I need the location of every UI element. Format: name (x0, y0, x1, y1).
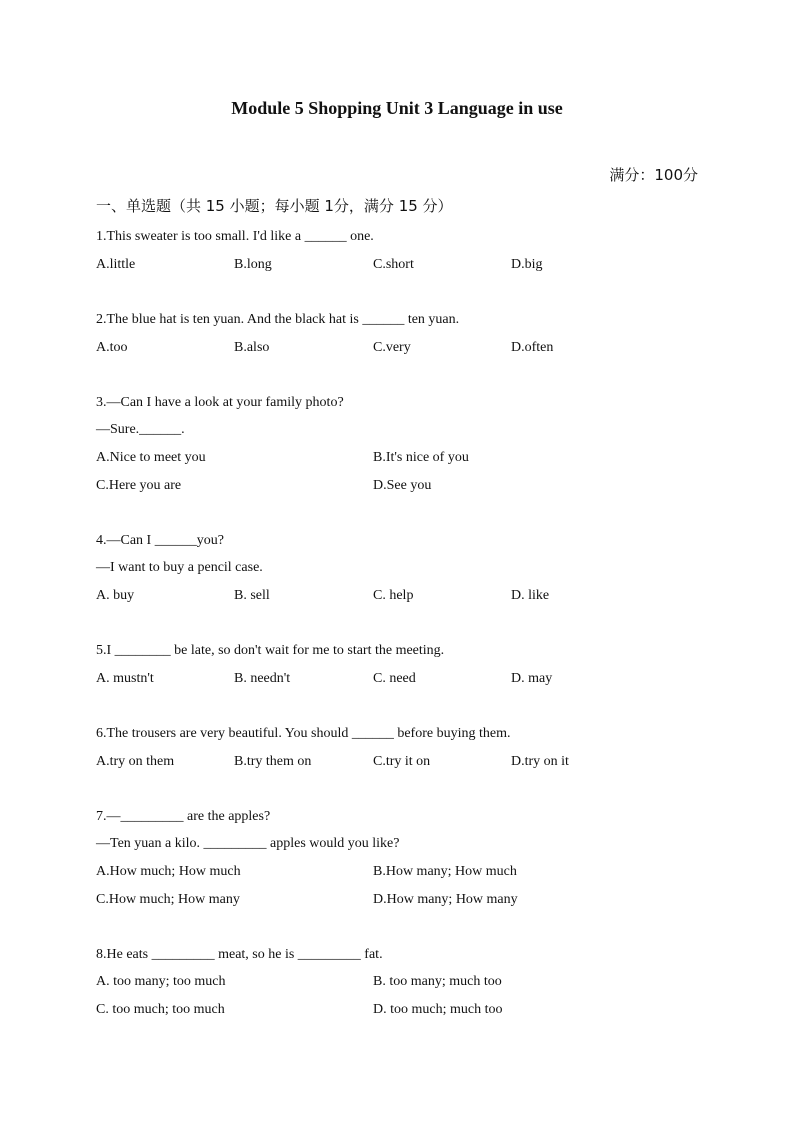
question-6-option-b: B.try them on (234, 754, 312, 769)
question-8-stem: 8.He eats _________ meat, so he is _________ fat. (96, 947, 383, 962)
question-2-stem: 2.The blue hat is ten yuan. And the black hat is ______ ten yuan. (96, 312, 460, 327)
question-4-stem: 4.—Can I ______you? (96, 533, 224, 548)
question-2-option-c: C.very (373, 340, 411, 355)
question-7-stem-line-2: —Ten yuan a kilo. _________ apples would you like? (96, 836, 400, 851)
question-4-stem-line-2: —I want to buy a pencil case. (96, 560, 263, 575)
question-1-stem: 1.This sweater is too small. I'd like a ______ one. (96, 229, 374, 244)
question-8-option-b: B. too many; much too (373, 974, 502, 989)
section-heading: 一、单选题（共 15 小题；每小题 1分，满分 15 分） (96, 197, 453, 215)
question-5-option-c: C. need (373, 671, 416, 686)
question-6-option-a: A.try on them (96, 754, 175, 769)
question-4-option-c: C. help (373, 588, 414, 603)
question-2-option-d: D.often (511, 340, 554, 355)
question-4-option-b: B. sell (234, 588, 270, 603)
question-4-option-d: D. like (511, 588, 550, 603)
question-8-option-c: C. too much; too much (96, 1002, 225, 1017)
question-3-option-a: A.Nice to meet you (96, 450, 206, 465)
question-5-option-d: D. may (511, 671, 553, 686)
question-6-option-c: C.try it on (373, 754, 431, 769)
question-3-stem-line-2: —Sure.______. (96, 422, 185, 437)
question-6-stem: 6.The trousers are very beautiful. You should ______ before buying them. (96, 726, 511, 741)
question-1-option-d: D.big (511, 257, 543, 272)
question-8-option-d: D. too much; much too (373, 1002, 503, 1017)
question-5-option-a: A. mustn't (96, 671, 154, 686)
question-2-option-a: A.too (96, 340, 128, 355)
question-6-option-d: D.try on it (511, 754, 569, 769)
question-3-stem: 3.—Can I have a look at your family photo? (96, 395, 344, 410)
question-1-option-a: A.little (96, 257, 136, 272)
question-1-option-b: B.long (234, 257, 272, 272)
question-5-option-b: B. needn't (234, 671, 291, 686)
question-5-stem: 5.I ________ be late, so don't wait for me to start the meeting. (96, 643, 445, 658)
question-7-stem: 7.—_________ are the apples? (96, 809, 271, 824)
question-1-option-c: C.short (373, 257, 414, 272)
question-7-option-a: A.How much; How much (96, 864, 241, 879)
question-7-option-c: C.How much; How many (96, 892, 240, 907)
question-3-option-d: D.See you (373, 478, 432, 493)
question-4-option-a: A. buy (96, 588, 135, 603)
question-3-option-b: B.It's nice of you (373, 450, 469, 465)
question-2-option-b: B.also (234, 340, 270, 355)
page-title: Module 5 Shopping Unit 3 Language in use (231, 98, 563, 118)
question-8-option-a: A. too many; too much (96, 974, 226, 989)
question-3-option-c: C.Here you are (96, 478, 182, 493)
question-7-option-b: B.How many; How much (373, 864, 517, 879)
total-score: 满分：100分 (609, 166, 698, 184)
question-7-option-d: D.How many; How many (373, 892, 518, 907)
